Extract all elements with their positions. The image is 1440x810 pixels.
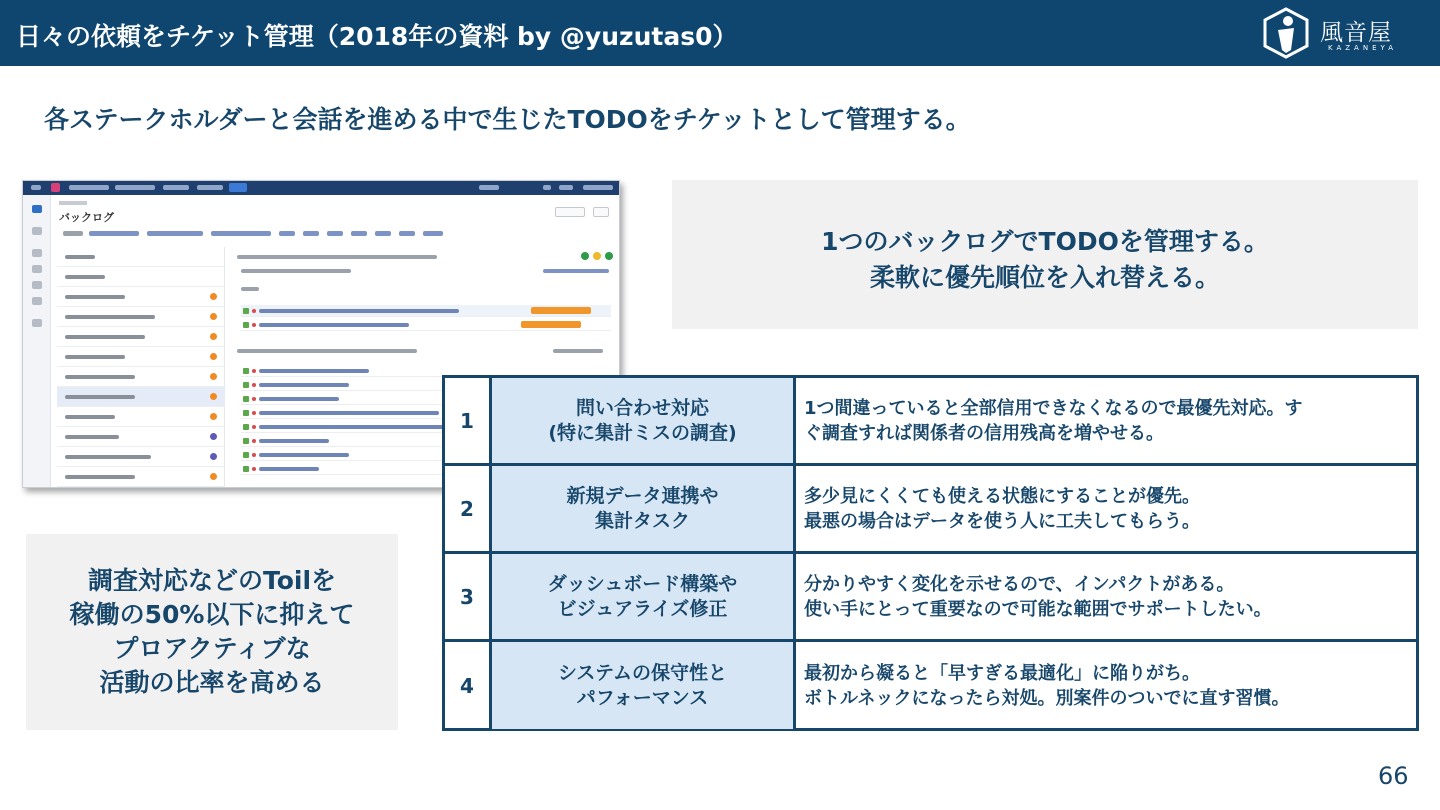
slide-title: 日々の依頼をチケット管理（2018年の資料 by @yuzutas0）: [16, 22, 738, 51]
backlog-callout-line: 1つのバックログでTODOを管理する。: [821, 227, 1269, 256]
screenshot-page-title: バックログ: [59, 211, 114, 224]
toil-callout-line: 稼働の50%以下に抑えて: [69, 600, 355, 629]
slide-header: [0, 0, 1440, 66]
task-type: ダッシュボード構築や ビジュアライズ修正: [492, 554, 796, 639]
task-description: 多少見にくくても使える状態にすることが優先。 最悪の場合はデータを使う人に工夫してもらう。: [804, 485, 1200, 532]
slide-subtitle: 各ステークホルダーと会話を進める中で生じたTODOをチケットとして管理する。: [44, 105, 971, 134]
priority-number: 2: [445, 466, 492, 551]
task-description: 分かりやすく変化を示せるので、インパクトがある。 使い手にとって重要なので可能な範囲でサポートしたい。: [804, 573, 1272, 620]
table-row: [445, 378, 1416, 466]
priority-table: [442, 375, 1419, 731]
priority-number: 1: [445, 378, 492, 463]
task-description: 1つ間違っていると全部信用できなくなるので最優先対応。す ぐ調査すれば関係者の信用残高を増やせる。: [804, 397, 1303, 444]
toil-callout-line: 活動の比率を高める: [99, 668, 325, 697]
backlog-callout-line: 柔軟に優先順位を入れ替える。: [869, 263, 1220, 292]
page-number: 66: [1378, 762, 1409, 790]
screenshot-topbar: [23, 181, 619, 195]
task-description: 最初から凝ると「早すぎる最適化」に陥りがち。 ボトルネックになったら対処。別案件のついでに直す習慣。: [804, 662, 1290, 709]
toil-callout-text: [26, 564, 398, 700]
logo-hexagon-icon: [1258, 6, 1314, 60]
backlog-callout: [672, 180, 1418, 329]
backlog-callout-text: [672, 224, 1418, 296]
screenshot-filter-bar: [63, 231, 443, 237]
table-row: [445, 554, 1416, 642]
toil-callout-line: 調査対応などのToilを: [87, 566, 337, 595]
toil-callout-line: プロアクティブな: [113, 634, 311, 663]
priority-number: 4: [445, 642, 492, 729]
toil-callout: [26, 534, 398, 730]
screenshot-milestone-list: [57, 247, 225, 487]
logo-name: 風音屋: [1320, 20, 1392, 46]
logo-subtitle: KAZANEYA: [1328, 44, 1398, 52]
task-type: システムの保守性と パフォーマンス: [492, 642, 796, 729]
task-type: 問い合わせ対応 (特に集計ミスの調査): [492, 378, 796, 463]
screenshot-sidebar-rail: [23, 195, 51, 488]
table-row: [445, 466, 1416, 554]
kazaneya-logo: [1258, 6, 1428, 60]
table-row: [445, 642, 1416, 729]
priority-number: 3: [445, 554, 492, 639]
task-type: 新規データ連携や 集計タスク: [492, 466, 796, 551]
